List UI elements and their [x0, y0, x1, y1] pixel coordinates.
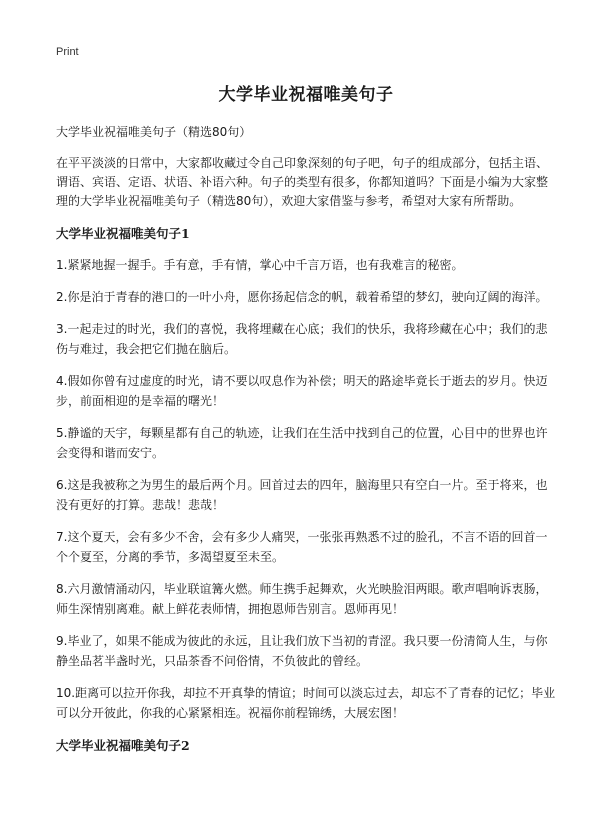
print-link[interactable]: Print	[56, 46, 79, 58]
list-item: 5.静谧的天宇，每颗星都有自己的轨迹，让我们在生活中找到自己的位置，心目中的世界也许会变得和谐而安宁。	[56, 426, 548, 460]
list-item: 2.你是泊于青春的港口的一叶小舟，愿你扬起信念的帆，载着希望的梦幻，驶向辽阔的海洋。	[56, 290, 548, 304]
document-page	[56, 46, 556, 767]
sentence-list	[56, 255, 556, 723]
list-item: 6.这是我被称之为男生的最后两个月。回首过去的四年，脑海里只有空白一片。至于将来，也没有更好的打算。悲哉！悲哉！	[56, 478, 548, 512]
subtitle: 大学毕业祝福唯美句子（精选80句）	[56, 125, 252, 139]
section-heading: 大学毕业祝福唯美句子2	[56, 738, 190, 753]
list-item: 3.一起走过的时光，我们的喜悦，我将埋藏在心底；我们的快乐，我将珍藏在心中；我们的悲伤与难过，我会把它们抛在脑后。	[56, 322, 548, 356]
list-item: 10.距离可以拉开你我，却拉不开真挚的情谊；时间可以淡忘过去，却忘不了青春的记忆；毕业可以分开彼此，你我的心紧紧相连。祝福你前程锦绣，大展宏图！	[56, 686, 556, 720]
page-title: 大学毕业祝福唯美句子	[218, 85, 394, 105]
list-item: 9.毕业了，如果不能成为彼此的永远，且让我们放下当初的青涩。我只要一份清简人生，与你静坐品茗半盏时光，只品茶香不问俗情，不负彼此的曾经。	[56, 634, 548, 668]
section-heading: 大学毕业祝福唯美句子1	[56, 226, 190, 241]
list-item: 7.这个夏天，会有多少不舍，会有多少人痛哭，一张张再熟悉不过的脸孔，不言不语的回首一个个夏至，分离的季节，多渴望夏至未至。	[56, 530, 548, 564]
list-item: 8.六月激情涌动闪，毕业联谊篝火燃。师生携手起舞欢，火光映脸泪两眼。歌声唱响诉衷肠，师生深情别离难。献上鲜花表师情，拥抱恩师告别言。恩师再见！	[56, 582, 548, 616]
list-item: 1.紧紧地握一握手。手有意，手有情，掌心中千言万语，也有我难言的秘密。	[56, 258, 464, 272]
list-item: 4.假如你曾有过虚度的时光，请不要以叹息作为补偿；明天的路途毕竟长于逝去的岁月。快迈步，前面相迎的是幸福的曙光！	[56, 374, 548, 408]
intro-paragraph: 在平平淡淡的日常中，大家都收藏过令自己印象深刻的句子吧，句子的组成部分，包括主语、谓语、宾语、定语、状语、补语六种。句子的类型有很多，你都知道吗？下面是小编为大家整理的大学毕业祝福唯美句子（精选80句），欢迎大家借鉴与参考，希望对大家有所帮助。	[56, 156, 549, 208]
